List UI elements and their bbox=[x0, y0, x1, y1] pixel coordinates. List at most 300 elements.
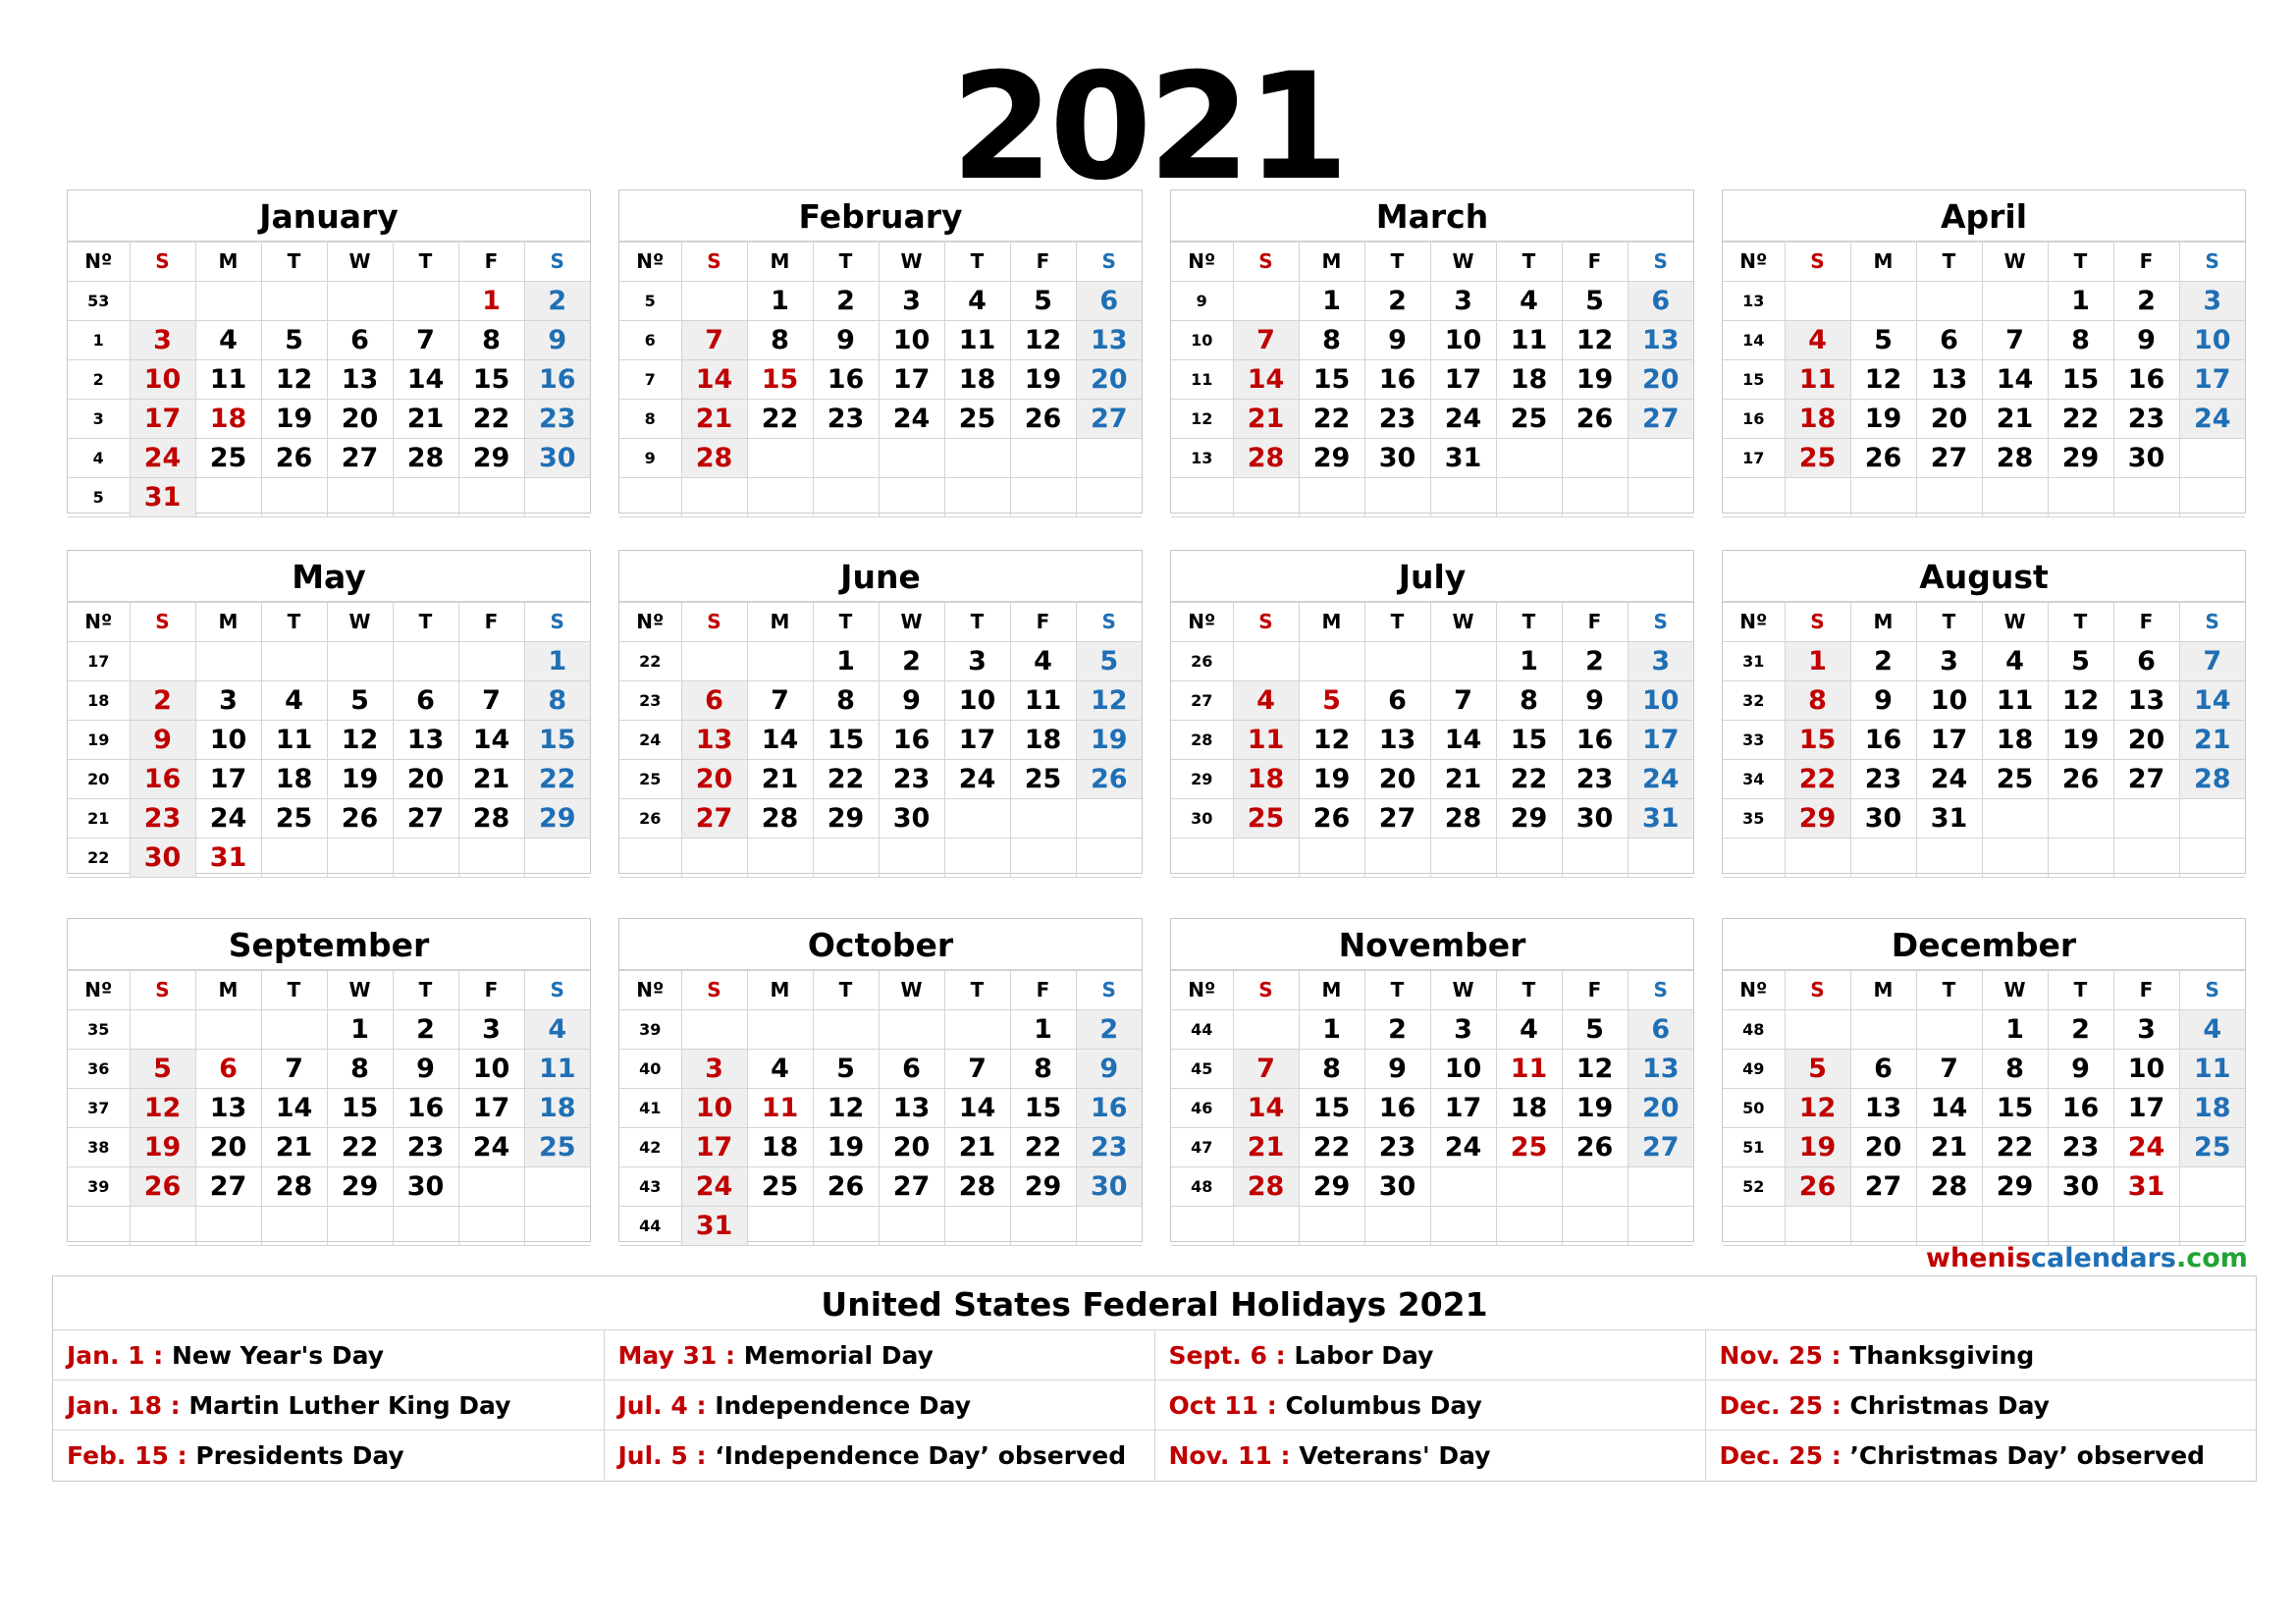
week-row bbox=[1723, 1128, 2245, 1167]
month-table bbox=[619, 242, 1142, 517]
empty-cell bbox=[1430, 478, 1496, 517]
week-row bbox=[68, 1128, 590, 1167]
weekday-header: S bbox=[130, 971, 195, 1010]
weekday-header: T bbox=[1364, 243, 1430, 282]
empty-cell bbox=[2048, 839, 2113, 878]
day-cell: 26 bbox=[1785, 1167, 1850, 1207]
day-cell: 24 bbox=[1628, 760, 1693, 799]
day-cell: 3 bbox=[2113, 1010, 2179, 1050]
week-row bbox=[1723, 721, 2245, 760]
day-cell: 14 bbox=[2179, 681, 2245, 721]
weekday-header: W bbox=[1982, 243, 2048, 282]
day-cell: 26 bbox=[1850, 439, 1916, 478]
holiday-date: Jan. 1 : bbox=[67, 1340, 164, 1370]
day-cell: 14 bbox=[458, 721, 524, 760]
day-cell: 11 bbox=[1496, 1050, 1562, 1089]
empty-cell bbox=[1850, 282, 1916, 321]
day-cell: 19 bbox=[1850, 400, 1916, 439]
week-number: 29 bbox=[1171, 760, 1233, 799]
empty-cell bbox=[747, 439, 813, 478]
empty-cell bbox=[524, 478, 590, 517]
week-number: 25 bbox=[619, 760, 681, 799]
day-cell: 13 bbox=[1916, 360, 1982, 400]
week-number: 24 bbox=[619, 721, 681, 760]
day-cell: 28 bbox=[1233, 1167, 1299, 1207]
weekday-header: F bbox=[1562, 603, 1628, 642]
empty-cell bbox=[393, 478, 458, 517]
day-cell: 13 bbox=[1628, 1050, 1693, 1089]
weekday-header: S bbox=[1076, 603, 1142, 642]
week-row bbox=[619, 400, 1142, 439]
day-cell: 18 bbox=[944, 360, 1010, 400]
weekday-header: T bbox=[813, 243, 879, 282]
day-cell: 2 bbox=[1076, 1010, 1142, 1050]
day-cell: 25 bbox=[944, 400, 1010, 439]
weekday-header: S bbox=[1785, 243, 1850, 282]
day-cell: 23 bbox=[1364, 400, 1430, 439]
week-number: 44 bbox=[1171, 1010, 1233, 1050]
month-table bbox=[619, 970, 1142, 1246]
week-number: 6 bbox=[619, 321, 681, 360]
day-cell: 4 bbox=[2179, 1010, 2245, 1050]
empty-cell bbox=[681, 282, 747, 321]
holiday-entry bbox=[604, 1431, 1154, 1481]
day-cell: 1 bbox=[1982, 1010, 2048, 1050]
week-row bbox=[1171, 282, 1693, 321]
day-cell: 8 bbox=[327, 1050, 393, 1089]
day-cell: 9 bbox=[1364, 321, 1430, 360]
empty-cell bbox=[747, 1207, 813, 1246]
empty-cell bbox=[1916, 478, 1982, 517]
empty-cell bbox=[1785, 282, 1850, 321]
day-cell: 6 bbox=[1916, 321, 1982, 360]
day-cell: 23 bbox=[879, 760, 944, 799]
week-number bbox=[619, 839, 681, 878]
week-number-header: Nº bbox=[68, 971, 130, 1010]
day-cell: 13 bbox=[1076, 321, 1142, 360]
day-cell: 30 bbox=[1364, 439, 1430, 478]
day-cell: 4 bbox=[1010, 642, 1076, 681]
empty-cell bbox=[813, 1010, 879, 1050]
empty-cell bbox=[1850, 478, 1916, 517]
empty-cell bbox=[747, 642, 813, 681]
weekday-header: S bbox=[1233, 243, 1299, 282]
weekday-header: T bbox=[813, 603, 879, 642]
month-april bbox=[1722, 189, 2246, 514]
day-cell: 6 bbox=[1628, 1010, 1693, 1050]
weekday-header: S bbox=[2179, 603, 2245, 642]
week-row bbox=[619, 760, 1142, 799]
week-number-header: Nº bbox=[68, 603, 130, 642]
weekday-header: M bbox=[195, 603, 261, 642]
week-number: 46 bbox=[1171, 1089, 1233, 1128]
empty-cell bbox=[1233, 839, 1299, 878]
day-cell: 9 bbox=[1850, 681, 1916, 721]
week-row bbox=[68, 1089, 590, 1128]
empty-cell bbox=[1628, 439, 1693, 478]
week-row bbox=[68, 839, 590, 878]
weekday-header: F bbox=[2113, 243, 2179, 282]
holiday-entry bbox=[53, 1380, 604, 1431]
month-may bbox=[67, 550, 591, 874]
week-number: 36 bbox=[68, 1050, 130, 1089]
week-number: 13 bbox=[1171, 439, 1233, 478]
day-cell: 3 bbox=[944, 642, 1010, 681]
weekday-header: T bbox=[393, 603, 458, 642]
day-cell: 30 bbox=[1364, 1167, 1430, 1207]
empty-cell bbox=[1916, 1010, 1982, 1050]
holiday-row bbox=[53, 1431, 2256, 1481]
day-cell: 4 bbox=[1496, 1010, 1562, 1050]
weekday-header: T bbox=[944, 603, 1010, 642]
day-cell: 6 bbox=[1628, 282, 1693, 321]
week-number: 30 bbox=[1171, 799, 1233, 839]
weekday-header: T bbox=[1496, 243, 1562, 282]
day-cell: 16 bbox=[2113, 360, 2179, 400]
week-row bbox=[1723, 321, 2245, 360]
month-table bbox=[68, 970, 590, 1246]
weekday-header: T bbox=[2048, 243, 2113, 282]
day-cell: 22 bbox=[327, 1128, 393, 1167]
empty-cell bbox=[1785, 478, 1850, 517]
day-cell: 8 bbox=[524, 681, 590, 721]
day-cell: 9 bbox=[813, 321, 879, 360]
weekday-header: M bbox=[195, 971, 261, 1010]
week-number: 51 bbox=[1723, 1128, 1785, 1167]
day-cell: 6 bbox=[1364, 681, 1430, 721]
day-cell: 24 bbox=[1916, 760, 1982, 799]
day-cell: 27 bbox=[1628, 400, 1693, 439]
week-row bbox=[1171, 1089, 1693, 1128]
day-cell: 25 bbox=[1010, 760, 1076, 799]
day-cell: 22 bbox=[1010, 1128, 1076, 1167]
empty-cell bbox=[1430, 642, 1496, 681]
month-title: June bbox=[619, 551, 1142, 602]
week-row bbox=[1723, 1089, 2245, 1128]
week-number: 12 bbox=[1171, 400, 1233, 439]
day-cell: 19 bbox=[2048, 721, 2113, 760]
day-cell: 18 bbox=[1496, 360, 1562, 400]
day-cell: 25 bbox=[195, 439, 261, 478]
empty-cell bbox=[261, 1207, 327, 1246]
empty-cell bbox=[2179, 439, 2245, 478]
day-cell: 24 bbox=[130, 439, 195, 478]
weekday-header: S bbox=[1076, 243, 1142, 282]
day-cell: 31 bbox=[195, 839, 261, 878]
empty-cell bbox=[879, 1010, 944, 1050]
day-cell: 29 bbox=[1982, 1167, 2048, 1207]
holiday-name: ‘Independence Day’ observed bbox=[715, 1440, 1127, 1470]
day-cell: 28 bbox=[2179, 760, 2245, 799]
empty-cell bbox=[458, 839, 524, 878]
weekday-header: M bbox=[747, 971, 813, 1010]
empty-cell bbox=[944, 478, 1010, 517]
holiday-date: May 31 : bbox=[617, 1340, 735, 1370]
weekday-header: S bbox=[524, 971, 590, 1010]
day-cell: 29 bbox=[813, 799, 879, 839]
empty-cell bbox=[393, 282, 458, 321]
day-cell: 7 bbox=[458, 681, 524, 721]
month-march bbox=[1170, 189, 1694, 514]
empty-cell bbox=[1982, 282, 2048, 321]
day-cell: 14 bbox=[747, 721, 813, 760]
day-cell: 17 bbox=[2113, 1089, 2179, 1128]
day-cell: 2 bbox=[393, 1010, 458, 1050]
empty-cell bbox=[327, 1207, 393, 1246]
day-cell: 1 bbox=[458, 282, 524, 321]
week-number: 1 bbox=[68, 321, 130, 360]
weekday-header: S bbox=[1628, 603, 1693, 642]
empty-cell bbox=[1628, 839, 1693, 878]
day-cell: 30 bbox=[1850, 799, 1916, 839]
day-cell: 26 bbox=[261, 439, 327, 478]
weekday-header: W bbox=[1430, 971, 1496, 1010]
day-cell: 24 bbox=[879, 400, 944, 439]
day-cell: 17 bbox=[681, 1128, 747, 1167]
empty-cell bbox=[1076, 839, 1142, 878]
day-cell: 5 bbox=[261, 321, 327, 360]
week-number: 17 bbox=[68, 642, 130, 681]
day-cell: 10 bbox=[195, 721, 261, 760]
week-row bbox=[1171, 1010, 1693, 1050]
holiday-name: Thanksgiving bbox=[1849, 1340, 2035, 1370]
day-cell: 6 bbox=[393, 681, 458, 721]
weekday-header: T bbox=[1496, 603, 1562, 642]
empty-cell bbox=[1916, 1207, 1982, 1246]
day-cell: 24 bbox=[2113, 1128, 2179, 1167]
week-number-header: Nº bbox=[68, 243, 130, 282]
day-cell: 18 bbox=[747, 1128, 813, 1167]
empty-cell bbox=[1364, 839, 1430, 878]
weekday-header: T bbox=[261, 971, 327, 1010]
week-number: 19 bbox=[68, 721, 130, 760]
day-cell: 30 bbox=[2048, 1167, 2113, 1207]
empty-cell bbox=[1850, 839, 1916, 878]
day-cell: 9 bbox=[879, 681, 944, 721]
month-title: December bbox=[1723, 919, 2245, 970]
day-cell: 18 bbox=[261, 760, 327, 799]
day-cell: 22 bbox=[813, 760, 879, 799]
day-cell: 10 bbox=[130, 360, 195, 400]
week-row bbox=[1723, 1167, 2245, 1207]
holiday-name: Presidents Day bbox=[195, 1440, 404, 1470]
weekday-header: T bbox=[1496, 971, 1562, 1010]
empty-cell bbox=[458, 1207, 524, 1246]
empty-cell bbox=[327, 478, 393, 517]
day-cell: 31 bbox=[130, 478, 195, 517]
day-cell: 24 bbox=[458, 1128, 524, 1167]
day-cell: 11 bbox=[944, 321, 1010, 360]
weekday-header: W bbox=[327, 603, 393, 642]
empty-cell bbox=[195, 478, 261, 517]
day-cell: 11 bbox=[2179, 1050, 2245, 1089]
day-cell: 26 bbox=[1562, 1128, 1628, 1167]
day-cell: 7 bbox=[2179, 642, 2245, 681]
weekday-header: W bbox=[327, 243, 393, 282]
weekday-header: S bbox=[1628, 971, 1693, 1010]
day-cell: 18 bbox=[195, 400, 261, 439]
week-number bbox=[1723, 1207, 1785, 1246]
day-cell: 21 bbox=[1430, 760, 1496, 799]
day-cell: 4 bbox=[1496, 282, 1562, 321]
week-number: 11 bbox=[1171, 360, 1233, 400]
day-cell: 27 bbox=[1628, 1128, 1693, 1167]
holiday-date: Jul. 4 : bbox=[617, 1390, 707, 1420]
day-cell: 7 bbox=[944, 1050, 1010, 1089]
day-cell: 22 bbox=[458, 400, 524, 439]
holiday-entry bbox=[604, 1330, 1154, 1380]
month-june bbox=[618, 550, 1143, 874]
holiday-entry bbox=[53, 1330, 604, 1380]
empty-cell bbox=[2048, 799, 2113, 839]
month-october bbox=[618, 918, 1143, 1242]
day-cell: 8 bbox=[1785, 681, 1850, 721]
empty-cell bbox=[1496, 1207, 1562, 1246]
day-cell: 27 bbox=[393, 799, 458, 839]
holiday-entry bbox=[1154, 1330, 1705, 1380]
day-cell: 4 bbox=[747, 1050, 813, 1089]
day-cell: 24 bbox=[1430, 400, 1496, 439]
day-cell: 7 bbox=[1233, 1050, 1299, 1089]
weekday-header: M bbox=[747, 603, 813, 642]
week-number bbox=[1723, 839, 1785, 878]
empty-cell bbox=[1010, 1207, 1076, 1246]
holiday-date: Sept. 6 : bbox=[1168, 1340, 1286, 1370]
day-cell: 9 bbox=[393, 1050, 458, 1089]
week-row bbox=[1171, 799, 1693, 839]
holiday-name: Columbus Day bbox=[1285, 1390, 1482, 1420]
week-number-header: Nº bbox=[1723, 603, 1785, 642]
day-cell: 13 bbox=[879, 1089, 944, 1128]
day-cell: 25 bbox=[1233, 799, 1299, 839]
day-cell: 25 bbox=[1785, 439, 1850, 478]
day-cell: 25 bbox=[1982, 760, 2048, 799]
empty-cell bbox=[130, 282, 195, 321]
empty-cell bbox=[1076, 439, 1142, 478]
day-cell: 15 bbox=[1982, 1089, 2048, 1128]
holiday-date: Dec. 25 : bbox=[1719, 1390, 1842, 1420]
empty-cell bbox=[1916, 839, 1982, 878]
day-cell: 28 bbox=[1982, 439, 2048, 478]
day-cell: 13 bbox=[1850, 1089, 1916, 1128]
day-cell: 23 bbox=[813, 400, 879, 439]
brand-watermark[interactable] bbox=[1926, 1243, 2248, 1273]
day-cell: 25 bbox=[2179, 1128, 2245, 1167]
week-row bbox=[1171, 321, 1693, 360]
day-cell: 2 bbox=[524, 282, 590, 321]
weekday-header: S bbox=[681, 603, 747, 642]
day-cell: 29 bbox=[1010, 1167, 1076, 1207]
empty-cell bbox=[879, 439, 944, 478]
weekday-header: S bbox=[2179, 243, 2245, 282]
holiday-entry bbox=[1705, 1431, 2256, 1481]
day-cell: 4 bbox=[524, 1010, 590, 1050]
week-row bbox=[68, 721, 590, 760]
day-cell: 23 bbox=[1562, 760, 1628, 799]
day-cell: 18 bbox=[1010, 721, 1076, 760]
day-cell: 2 bbox=[879, 642, 944, 681]
day-cell: 8 bbox=[1496, 681, 1562, 721]
empty-cell bbox=[681, 1010, 747, 1050]
week-row bbox=[619, 1128, 1142, 1167]
day-cell: 21 bbox=[2179, 721, 2245, 760]
day-cell: 9 bbox=[1562, 681, 1628, 721]
empty-cell bbox=[458, 642, 524, 681]
weekday-header: F bbox=[1010, 971, 1076, 1010]
day-cell: 2 bbox=[1364, 1010, 1430, 1050]
empty-cell bbox=[1982, 799, 2048, 839]
week-number: 22 bbox=[619, 642, 681, 681]
day-cell: 16 bbox=[2048, 1089, 2113, 1128]
week-row bbox=[619, 681, 1142, 721]
day-cell: 10 bbox=[681, 1089, 747, 1128]
week-number: 26 bbox=[1171, 642, 1233, 681]
week-row bbox=[1171, 1128, 1693, 1167]
month-table bbox=[619, 602, 1142, 878]
week-number: 31 bbox=[1723, 642, 1785, 681]
day-cell: 26 bbox=[2048, 760, 2113, 799]
day-cell: 15 bbox=[1785, 721, 1850, 760]
day-cell: 3 bbox=[681, 1050, 747, 1089]
week-number: 40 bbox=[619, 1050, 681, 1089]
week-number: 2 bbox=[68, 360, 130, 400]
day-cell: 24 bbox=[1430, 1128, 1496, 1167]
weekday-header: S bbox=[1785, 603, 1850, 642]
day-cell: 5 bbox=[1562, 1010, 1628, 1050]
empty-cell bbox=[2113, 839, 2179, 878]
day-cell: 31 bbox=[1916, 799, 1982, 839]
day-cell: 31 bbox=[2113, 1167, 2179, 1207]
day-cell: 7 bbox=[1233, 321, 1299, 360]
holiday-row bbox=[53, 1380, 2256, 1431]
empty-cell bbox=[1010, 839, 1076, 878]
day-cell: 17 bbox=[1628, 721, 1693, 760]
day-cell: 1 bbox=[813, 642, 879, 681]
day-cell: 16 bbox=[879, 721, 944, 760]
day-cell: 14 bbox=[944, 1089, 1010, 1128]
weekday-header: M bbox=[747, 243, 813, 282]
day-cell: 2 bbox=[813, 282, 879, 321]
week-row bbox=[1171, 478, 1693, 517]
day-cell: 18 bbox=[1785, 400, 1850, 439]
day-cell: 12 bbox=[1562, 1050, 1628, 1089]
week-row bbox=[68, 1167, 590, 1207]
week-row bbox=[1723, 400, 2245, 439]
empty-cell bbox=[1982, 1207, 2048, 1246]
weekday-header: F bbox=[2113, 603, 2179, 642]
holiday-name: Christmas Day bbox=[1849, 1390, 2050, 1420]
day-cell: 25 bbox=[524, 1128, 590, 1167]
day-cell: 27 bbox=[195, 1167, 261, 1207]
day-cell: 21 bbox=[1233, 400, 1299, 439]
empty-cell bbox=[1496, 1167, 1562, 1207]
week-number: 9 bbox=[619, 439, 681, 478]
day-cell: 1 bbox=[1496, 642, 1562, 681]
week-number: 18 bbox=[68, 681, 130, 721]
empty-cell bbox=[1628, 478, 1693, 517]
week-number: 48 bbox=[1171, 1167, 1233, 1207]
empty-cell bbox=[1430, 1207, 1496, 1246]
week-number bbox=[619, 478, 681, 517]
weekday-header: S bbox=[130, 243, 195, 282]
month-table bbox=[1171, 970, 1693, 1246]
day-cell: 8 bbox=[1299, 321, 1364, 360]
day-cell: 30 bbox=[1076, 1167, 1142, 1207]
week-row bbox=[619, 282, 1142, 321]
day-cell: 16 bbox=[1562, 721, 1628, 760]
day-cell: 26 bbox=[1010, 400, 1076, 439]
empty-cell bbox=[130, 1010, 195, 1050]
